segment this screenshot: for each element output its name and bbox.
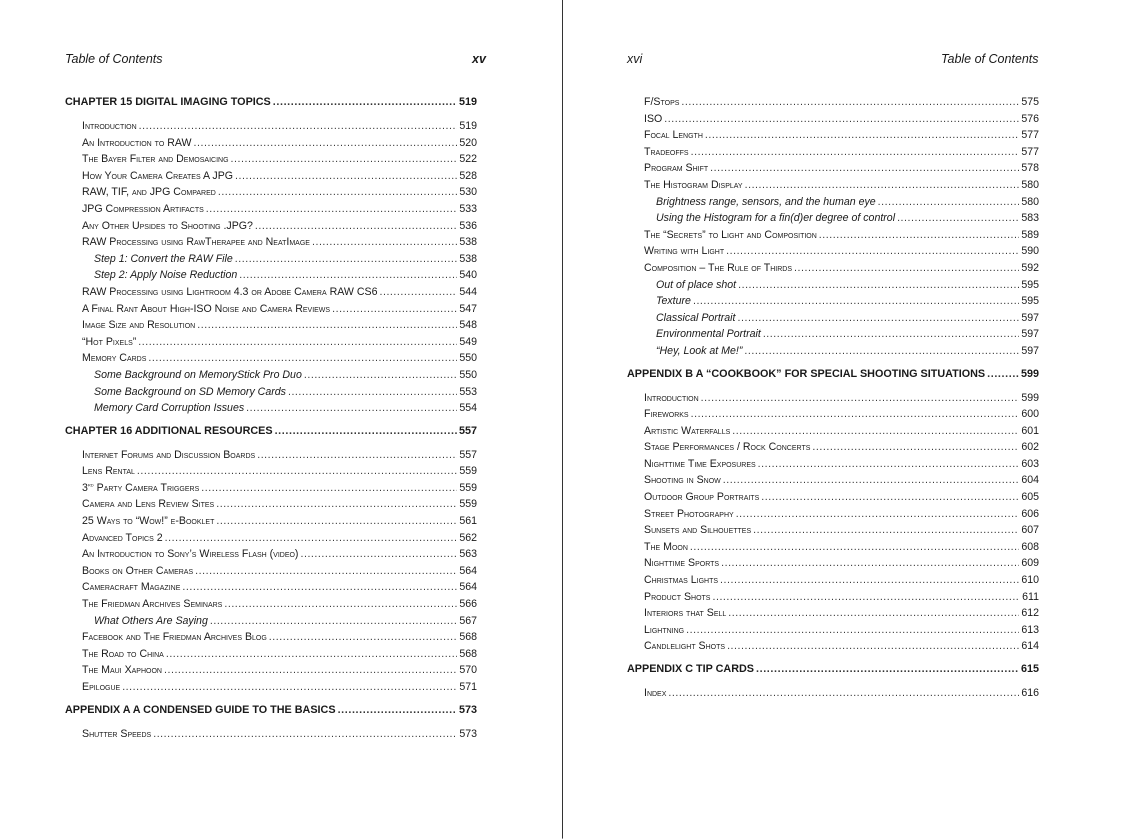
toc-section-entry [627, 555, 1039, 572]
toc-page-number: 522 [459, 153, 477, 166]
toc-dot-leader [756, 661, 1019, 678]
toc-entry-title: Index [644, 687, 667, 699]
toc-section-entry [65, 201, 477, 218]
toc-entry-title: Step 1: Convert the RAW File [94, 252, 233, 265]
toc-dot-leader [182, 579, 457, 596]
toc-page-number: 530 [459, 186, 477, 199]
toc-entry-title: Introduction [644, 391, 699, 404]
toc-entry-title: Memory Card Corruption Issues [94, 402, 245, 415]
toc-section-entry [65, 726, 477, 743]
toc-dot-leader [255, 218, 457, 235]
toc-entry-title: An Introduction to RAW [82, 136, 192, 149]
toc-dot-leader [745, 177, 1020, 194]
toc-dot-leader [269, 629, 458, 646]
toc-page-number: 597 [1021, 311, 1039, 324]
toc-page-number: 612 [1021, 607, 1039, 620]
toc-page-number: 614 [1021, 640, 1039, 653]
toc-section-entry [65, 629, 477, 646]
toc-dot-leader [761, 489, 1019, 506]
toc-entry-title: APPENDIX B A “COOKBOOK” FOR SPECIAL SHOOTING SITUATIONS [627, 367, 986, 380]
toc-dot-leader [693, 293, 1019, 310]
toc-dot-leader [216, 513, 457, 530]
toc-page-number: 597 [1021, 328, 1039, 341]
toc-dot-leader [668, 685, 1019, 702]
toc-entry-title: Lightning [644, 623, 685, 636]
toc-section-entry [627, 227, 1039, 244]
toc-dot-leader [216, 496, 457, 513]
toc-dot-leader [197, 317, 457, 334]
toc-section-entry [65, 184, 477, 201]
toc-dot-leader [987, 366, 1019, 383]
toc-entry-title: CHAPTER 15 DIGITAL IMAGING TOPICS [65, 96, 271, 108]
toc-entry-title: APPENDIX A A CONDENSED GUIDE TO THE BASICS [65, 703, 336, 716]
toc-page-number: 540 [459, 269, 477, 282]
toc-page-number: 559 [459, 465, 477, 478]
toc-subsection-entry [65, 267, 477, 284]
toc-entry-title: Interiors that Sell [644, 607, 727, 620]
toc-dot-leader [681, 94, 1019, 111]
toc-page-number: 578 [1021, 162, 1039, 175]
left-toc-list [65, 94, 477, 742]
toc-section-entry [627, 589, 1039, 606]
toc-entry-title: Some Background on MemoryStick Pro Duo [94, 368, 302, 381]
toc-entry-title: Lens Rental [82, 465, 135, 478]
toc-dot-leader [686, 622, 1019, 639]
toc-entry-title: Shutter Speeds [82, 727, 152, 740]
toc-entry-title: The Maui Xaphoon [82, 664, 162, 677]
toc-subsection-entry [65, 251, 477, 268]
toc-dot-leader [727, 638, 1019, 655]
toc-page-number: 600 [1021, 408, 1039, 421]
toc-dot-leader [710, 160, 1019, 177]
toc-dot-leader [246, 400, 457, 417]
toc-section-entry [65, 284, 477, 301]
toc-page-number: 610 [1021, 574, 1039, 587]
toc-chapter-entry [627, 366, 1039, 383]
toc-page-number: 609 [1021, 557, 1039, 570]
toc-page-number: 568 [459, 631, 477, 644]
toc-section-entry [627, 439, 1039, 456]
toc-section-entry [65, 118, 477, 135]
toc-dot-leader [275, 423, 457, 440]
toc-dot-leader [165, 530, 458, 547]
toc-page-number: 557 [458, 424, 477, 437]
toc-entry-title: Cameracraft Magazine [82, 581, 181, 594]
toc-page-number: 563 [459, 548, 477, 561]
toc-dot-leader [138, 334, 457, 351]
toc-section-entry [627, 423, 1039, 440]
toc-dot-leader [720, 572, 1019, 589]
toc-page-number: 592 [1021, 261, 1039, 274]
toc-entry-title: 25 Ways to “Wow!” e-Booklet [82, 515, 215, 528]
toc-page-number: 583 [1021, 212, 1039, 225]
toc-entry-title: F/Stops [644, 96, 680, 108]
toc-dot-leader [758, 456, 1020, 473]
toc-section-entry [627, 390, 1039, 407]
toc-section-entry [627, 472, 1039, 489]
toc-section-entry [627, 94, 1039, 111]
toc-page-number: 553 [459, 385, 477, 398]
toc-page-number: 564 [459, 581, 477, 594]
toc-dot-leader [744, 343, 1019, 360]
toc-section-entry [65, 513, 477, 530]
toc-entry-title: Any Other Upsides to Shooting .JPG? [82, 219, 253, 232]
toc-section-entry [627, 260, 1039, 277]
toc-page-number: 559 [459, 481, 477, 494]
toc-section-entry [627, 177, 1039, 194]
toc-entry-title: Out of place shot [656, 278, 737, 291]
toc-entry-title: Christmas Lights [644, 574, 719, 587]
toc-section-entry [65, 135, 477, 152]
toc-section-entry [65, 530, 477, 547]
toc-entry-title: A Final Rant About High-ISO Noise and Camera Reviews [82, 302, 331, 315]
toc-entry-title: Writing with Light [644, 245, 725, 258]
toc-dot-leader [712, 589, 1020, 606]
toc-entry-title: 3rd Party Camera Triggers [82, 481, 200, 494]
toc-page-number: 557 [459, 448, 477, 461]
toc-section-entry [65, 546, 477, 563]
toc-section-entry [65, 563, 477, 580]
toc-entry-title: RAW Processing using Lightroom 4.3 or Adobe Camera RAW CS6 [82, 285, 378, 298]
toc-page-number: 603 [1021, 457, 1039, 470]
toc-page-number: 549 [459, 335, 477, 348]
toc-entry-title: The Bayer Filter and Demosaicing [82, 153, 229, 166]
toc-page-number: 595 [1021, 295, 1039, 308]
toc-section-entry [65, 301, 477, 318]
toc-entry-title: The “Secrets” to Light and Composition [644, 228, 817, 241]
toc-dot-leader [728, 605, 1019, 622]
toc-entry-title: “Hey, Look at Me!” [656, 344, 743, 357]
toc-section-entry [627, 111, 1039, 128]
toc-section-entry [627, 622, 1039, 639]
toc-subsection-entry [627, 210, 1039, 227]
toc-dot-leader [195, 563, 457, 580]
toc-chapter-entry [65, 423, 477, 440]
toc-dot-leader [690, 539, 1019, 556]
toc-dot-leader [139, 118, 458, 135]
toc-chapter-entry [65, 702, 477, 719]
toc-entry-title: Nighttime Sports [644, 557, 720, 570]
toc-page-number: 573 [458, 703, 477, 716]
toc-entry-title: Using the Histogram for a fin(d)er degree of control [656, 212, 896, 225]
toc-page-number: 595 [1021, 278, 1039, 291]
toc-dot-leader [664, 111, 1019, 128]
toc-section-entry [65, 463, 477, 480]
toc-section-entry [65, 218, 477, 235]
toc-entry-title: Texture [656, 295, 691, 308]
toc-entry-title: Camera and Lens Review Sites [82, 498, 215, 511]
toc-section-entry [627, 456, 1039, 473]
toc-subsection-entry [65, 384, 477, 401]
toc-entry-title: The Histogram Display [644, 178, 743, 191]
toc-dot-leader [738, 277, 1019, 294]
toc-dot-leader [897, 210, 1019, 227]
toc-page-number: 597 [1021, 344, 1039, 357]
toc-dot-leader [304, 367, 457, 384]
toc-page-number: 550 [459, 352, 477, 365]
right-page-number: xvi [627, 52, 643, 66]
toc-dot-leader [736, 506, 1020, 523]
toc-entry-title: RAW Processing using RawTherapee and NeatImage [82, 236, 310, 249]
toc-entry-title: Facebook and The Friedman Archives Blog [82, 631, 267, 644]
toc-entry-title: Product Shots [644, 590, 711, 603]
toc-dot-leader [819, 227, 1020, 244]
toc-section-entry [627, 572, 1039, 589]
toc-entry-title: Program Shift [644, 162, 709, 175]
toc-subsection-entry [65, 400, 477, 417]
toc-entry-title: Tradeoffs [644, 145, 689, 158]
toc-subsection-entry [627, 293, 1039, 310]
toc-subsection-entry [65, 367, 477, 384]
toc-dot-leader [235, 251, 458, 268]
toc-dot-leader [194, 135, 458, 152]
toc-subsection-entry [627, 277, 1039, 294]
toc-page-number: 567 [459, 614, 477, 627]
toc-section-entry [65, 447, 477, 464]
toc-dot-leader [122, 679, 457, 696]
toc-dot-leader [257, 447, 457, 464]
toc-section-entry [627, 605, 1039, 622]
toc-dot-leader [201, 480, 457, 497]
toc-page-number: 564 [459, 564, 477, 577]
toc-entry-title: Street Photography [644, 507, 734, 520]
toc-section-entry [65, 679, 477, 696]
toc-page-number: 568 [459, 647, 477, 660]
toc-dot-leader [153, 726, 457, 743]
toc-entry-title: JPG Compression Artifacts [82, 202, 204, 215]
toc-page-number: 606 [1021, 507, 1039, 520]
toc-dot-leader [206, 201, 458, 218]
toc-entry-title: Epilogue [82, 681, 121, 693]
toc-section-entry [65, 662, 477, 679]
toc-page-number: 554 [459, 402, 477, 415]
toc-dot-leader [705, 127, 1019, 144]
toc-dot-leader [288, 384, 457, 401]
toc-page-number: 590 [1021, 245, 1039, 258]
toc-section-entry [627, 685, 1039, 702]
toc-entry-title: Books on Other Cameras [82, 564, 194, 577]
toc-page-number: 575 [1021, 96, 1039, 108]
toc-dot-leader [137, 463, 457, 480]
toc-page-number: 576 [1021, 112, 1039, 125]
toc-entry-title: Image Size and Resolution [82, 319, 196, 332]
toc-page-number: 616 [1021, 687, 1039, 699]
toc-page-number: 602 [1021, 441, 1039, 454]
toc-page-number: 550 [459, 368, 477, 381]
toc-section-entry [65, 234, 477, 251]
toc-page-number: 605 [1021, 491, 1039, 504]
toc-section-entry [65, 579, 477, 596]
toc-entry-title: CHAPTER 16 ADDITIONAL RESOURCES [65, 424, 273, 437]
toc-entry-title: ISO [644, 112, 663, 125]
toc-dot-leader [691, 406, 1020, 423]
toc-page-number: 559 [459, 498, 477, 511]
toc-page-number: 577 [1021, 129, 1039, 142]
toc-dot-leader [312, 234, 457, 251]
toc-entry-title: Memory Cards [82, 352, 147, 365]
toc-page-number: 577 [1021, 145, 1039, 158]
toc-entry-title: Outdoor Group Portraits [644, 491, 760, 504]
toc-entry-title: Shooting in Snow [644, 474, 721, 487]
toc-page-number: 599 [1020, 367, 1039, 380]
toc-section-entry [627, 638, 1039, 655]
toc-dot-leader [210, 613, 457, 630]
toc-section-entry [627, 489, 1039, 506]
toc-entry-title: Fireworks [644, 408, 689, 421]
toc-section-entry [65, 151, 477, 168]
toc-subsection-entry [627, 310, 1039, 327]
toc-page-number: 538 [459, 236, 477, 249]
toc-subsection-entry [627, 343, 1039, 360]
toc-page-number: 533 [459, 202, 477, 215]
toc-section-entry [65, 350, 477, 367]
toc-entry-title: RAW, TIF, and JPG Compared [82, 186, 216, 199]
toc-section-entry [627, 144, 1039, 161]
toc-dot-leader [812, 439, 1019, 456]
toc-section-entry [627, 406, 1039, 423]
toc-dot-leader [701, 390, 1020, 407]
toc-entry-title: Advanced Topics 2 [82, 531, 163, 544]
toc-entry-title: Some Background on SD Memory Cards [94, 385, 286, 398]
toc-chapter-entry [627, 661, 1039, 678]
right-running-header: Table of Contents [941, 52, 1039, 66]
toc-page-number: 548 [459, 319, 477, 332]
toc-section-entry [65, 480, 477, 497]
toc-page-number: 580 [1021, 178, 1039, 191]
toc-section-entry [65, 334, 477, 351]
toc-entry-title: Environmental Portrait [656, 328, 761, 341]
toc-section-entry [627, 522, 1039, 539]
toc-section-entry [65, 496, 477, 513]
toc-entry-title: APPENDIX C TIP CARDS [627, 663, 754, 675]
toc-dot-leader [224, 596, 457, 613]
right-toc-list [627, 94, 1039, 702]
toc-subsection-entry [627, 326, 1039, 343]
toc-dot-leader [878, 194, 1020, 211]
toc-section-entry [627, 243, 1039, 260]
toc-entry-title: Sunsets and Silhouettes [644, 524, 752, 537]
toc-dot-leader [726, 243, 1019, 260]
toc-entry-title: Nighttime Time Exposures [644, 457, 756, 470]
toc-page-number: 544 [459, 285, 477, 298]
toc-page-number: 520 [459, 136, 477, 149]
toc-entry-title: An Introduction to Sony’s Wireless Flash (video) [82, 548, 299, 561]
toc-section-entry [65, 646, 477, 663]
toc-page-number: 611 [1022, 590, 1039, 603]
toc-dot-leader [235, 168, 457, 185]
toc-page-number: 599 [1021, 391, 1039, 404]
toc-page-number: 562 [459, 531, 477, 544]
toc-entry-title: Introduction [82, 120, 137, 132]
toc-entry-title: How Your Camera Creates A JPG [82, 169, 234, 182]
toc-dot-leader [723, 472, 1020, 489]
toc-subsection-entry [65, 613, 477, 630]
toc-entry-title: What Others Are Saying [94, 614, 208, 627]
toc-page-number: 601 [1021, 424, 1039, 437]
toc-entry-title: Composition – The Rule of Thirds [644, 261, 793, 274]
toc-section-entry [65, 168, 477, 185]
toc-dot-leader [231, 151, 458, 168]
toc-entry-title: The Friedman Archives Seminars [82, 598, 223, 611]
toc-dot-leader [379, 284, 457, 301]
toc-page-number: 538 [459, 252, 477, 265]
toc-page-number: 561 [459, 515, 477, 528]
toc-dot-leader [164, 662, 457, 679]
toc-dot-leader [300, 546, 457, 563]
toc-entry-title: Step 2: Apply Noise Reduction [94, 269, 238, 282]
toc-page-number: 528 [459, 169, 477, 182]
toc-dot-leader [239, 267, 457, 284]
toc-page-number: 573 [459, 727, 477, 740]
toc-entry-title: The Moon [644, 540, 688, 553]
toc-chapter-entry [65, 94, 477, 111]
left-page-number: xv [472, 52, 486, 66]
toc-entry-title: Focal Length [644, 129, 703, 142]
toc-page-number: 519 [459, 120, 477, 132]
toc-entry-title: The Road to China [82, 647, 164, 660]
toc-section-entry [627, 127, 1039, 144]
toc-page-number: 615 [1020, 663, 1039, 675]
toc-entry-title: Artistic Waterfalls [644, 424, 731, 437]
toc-page-number: 604 [1021, 474, 1039, 487]
toc-section-entry [65, 596, 477, 613]
toc-page-number: 608 [1021, 540, 1039, 553]
toc-page-number: 607 [1021, 524, 1039, 537]
toc-entry-title: Brightness range, sensors, and the human eye [656, 195, 876, 208]
toc-dot-leader [721, 555, 1019, 572]
toc-dot-leader [166, 646, 457, 663]
toc-page-number: 519 [458, 96, 477, 108]
toc-dot-leader [691, 144, 1020, 161]
toc-entry-title: Internet Forums and Discussion Boards [82, 448, 256, 461]
toc-dot-leader [148, 350, 457, 367]
toc-page-number: 613 [1021, 623, 1039, 636]
left-running-header: Table of Contents [65, 52, 163, 66]
toc-entry-title: Candlelight Shots [644, 640, 726, 653]
toc-page-number: 570 [459, 664, 477, 677]
toc-dot-leader [794, 260, 1019, 277]
toc-dot-leader [218, 184, 457, 201]
toc-dot-leader [332, 301, 457, 318]
toc-dot-leader [273, 94, 457, 111]
toc-page-number: 536 [459, 219, 477, 232]
toc-entry-title: Stage Performances / Rock Concerts [644, 441, 811, 454]
toc-dot-leader [732, 423, 1019, 440]
toc-section-entry [627, 539, 1039, 556]
toc-dot-leader [753, 522, 1019, 539]
toc-page-number: 589 [1021, 228, 1039, 241]
toc-section-entry [627, 160, 1039, 177]
toc-dot-leader [737, 310, 1019, 327]
toc-entry-title: “Hot Pixels” [82, 335, 137, 348]
toc-section-entry [627, 506, 1039, 523]
toc-page-number: 566 [459, 598, 477, 611]
toc-subsection-entry [627, 194, 1039, 211]
toc-page-number: 547 [459, 302, 477, 315]
toc-dot-leader [763, 326, 1020, 343]
toc-entry-title: Classical Portrait [656, 311, 736, 324]
toc-section-entry [65, 317, 477, 334]
toc-dot-leader [338, 702, 457, 719]
toc-page-number: 580 [1021, 195, 1039, 208]
toc-page-number: 571 [459, 681, 477, 693]
